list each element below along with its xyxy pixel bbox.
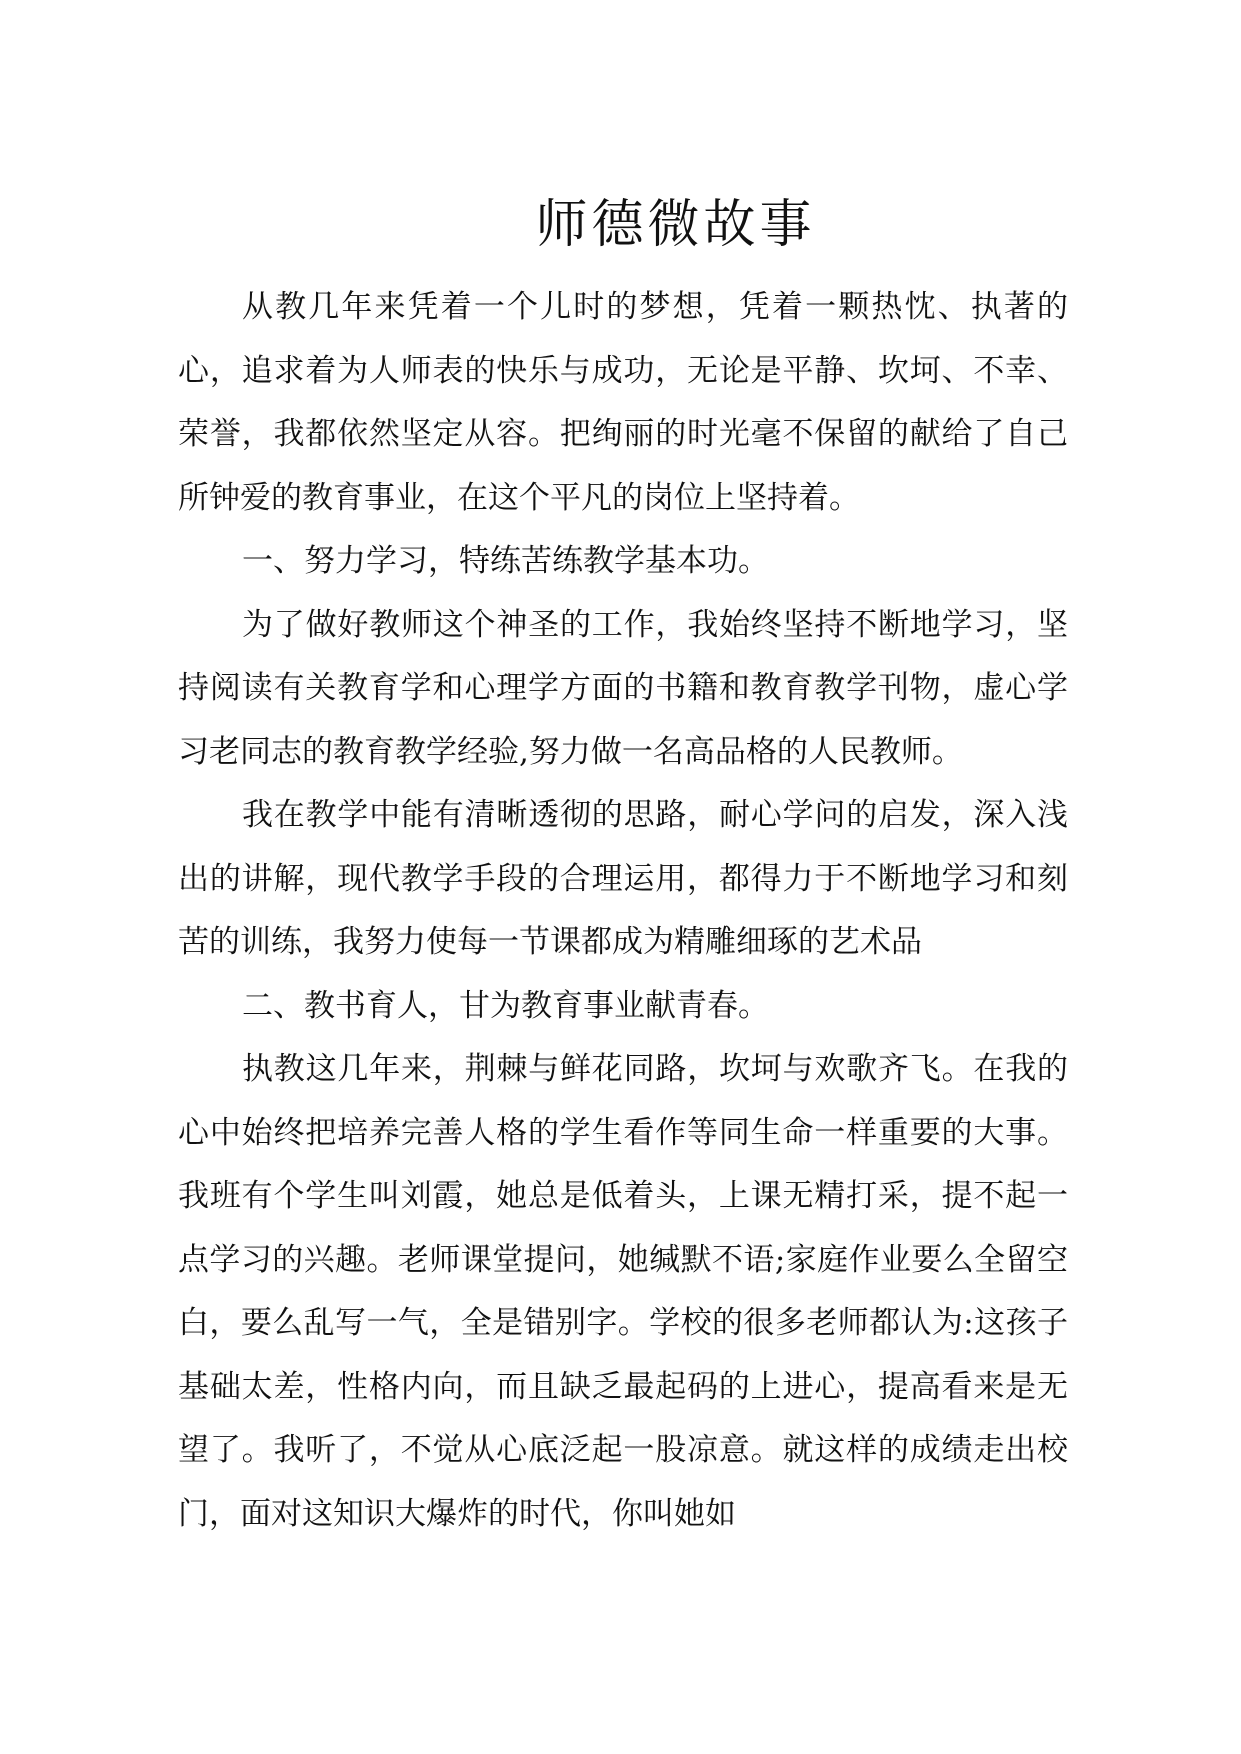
document-body (178, 276, 1068, 1546)
section-heading-1: 一、努力学习，特练苦练教学基本功。 (242, 543, 769, 579)
paragraph-intro: 从教几年来凭着一个儿时的梦想，凭着一颗热忱、执著的心，追求着为人师表的快乐与成功，无论是平静、坎坷、不幸、荣誉，我都依然坚定从容。把绚丽的时光毫不保留的献给了自己所钟爱的教育事业，在这个平凡的岗位上坚持着。 (178, 289, 1068, 516)
document-title: 师德微故事 (535, 195, 816, 255)
paragraph-story: 执教这几年来，荆棘与鲜花同路，坎坷与欢歌齐飞。在我的心中始终把培养完善人格的学生看作等同生命一样重要的大事。我班有个学生叫刘霞，她总是低着头，上课无精打采，提不起一点学习的兴趣。老师课堂提问，她缄默不语;家庭作业要么全留空白，要么乱写一气，全是错别字。学校的很多老师都认为:这孩子基础太差，性格内向，而且缺乏最起码的上进心，提高看来是无望了。我听了，不觉从心底泛起一股凉意。就这样的成绩走出校门，面对这知识大爆炸的时代，你叫她如 (178, 1051, 1068, 1532)
section-heading-2: 二、教书育人，甘为教育事业献青春。 (242, 987, 769, 1024)
paragraph-study: 为了做好教师这个神圣的工作，我始终坚持不断地学习，坚持阅读有关教育学和心理学方面的书籍和教育教学刊物，虚心学习老同志的教育教学经验,努力做一名高品格的人民教师。 (178, 606, 1068, 770)
paragraph-teaching: 我在教学中能有清晰透彻的思路，耐心学问的启发，深入浅出的讲解，现代教学手段的合理运用，都得力于不断地学习和刻苦的训练，我努力使每一节课都成为精雕细琢的艺术品 (178, 797, 1068, 960)
